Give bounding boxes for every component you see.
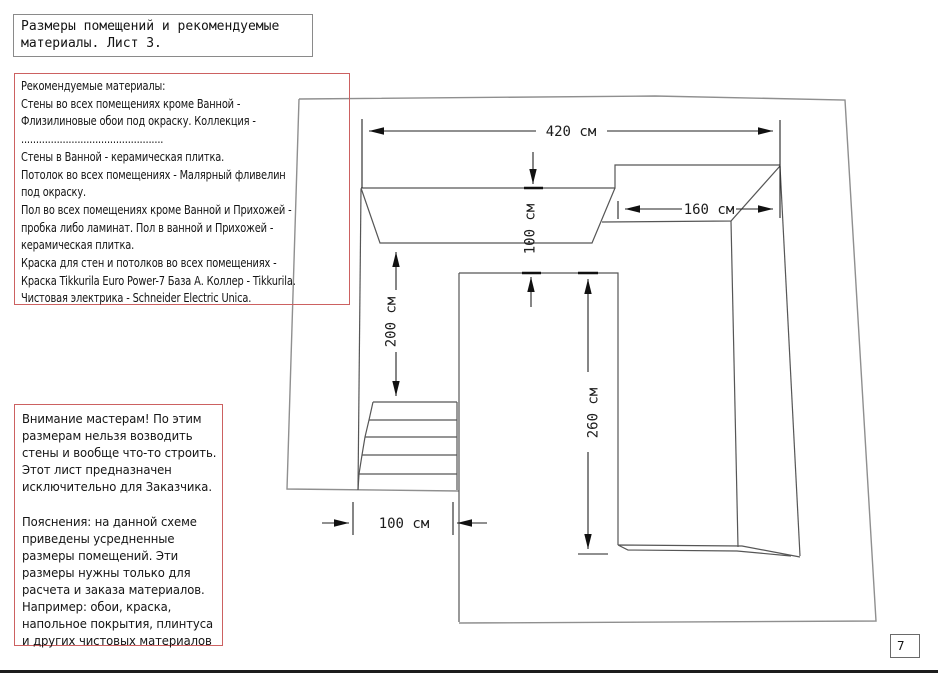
text-line: Внимание мастерам! По этим (22, 411, 202, 426)
text-line: Например: обои, краска, (22, 599, 172, 615)
text-line: под окраску. (21, 185, 86, 200)
text-line: исключительно для Заказчика. (22, 479, 212, 495)
text-line: стены и вообще что-то строить. (22, 445, 217, 461)
text-line (22, 495, 201, 512)
ceiling-top-edge (361, 165, 780, 188)
dimension-label-left-height: 200 см (383, 296, 400, 348)
ceiling-trapezoid (361, 188, 615, 243)
page-number-badge: 7 (890, 634, 920, 658)
text-line: Краска Tikkurila Euro Power-7 База А. Коллер - Tikkurila. (21, 273, 296, 288)
text-line: Этот лист предназначен (22, 462, 172, 478)
text-line: расчета и заказа материалов. (22, 581, 205, 597)
right-wall-line-1 (780, 166, 800, 556)
text-line: Флизилиновые обои под окраску. Коллекция - (21, 114, 256, 129)
text-line: Стены в Ванной - керамическая плитка. (21, 149, 225, 164)
dimension-label-room-height: 260 см (585, 387, 602, 439)
dimension-label-top-width: 420 см (545, 124, 597, 140)
text-line: Рекомендуемые материалы: (21, 79, 166, 93)
text-line: Размеры помещений и рекомендуемые (21, 19, 280, 34)
text-line: пробка либо ламинат. Пол в ванной и Прихожей - (21, 220, 274, 235)
recommended-materials-note (14, 73, 350, 305)
text-line: размерам нельзя возводить (22, 428, 193, 444)
text-line: керамическая плитка. (21, 238, 135, 253)
text-line: Пояснения: на данной схеме (22, 513, 197, 529)
text-line: и других чистовых материалов (22, 633, 212, 649)
text-line: напольное покрытия, плинтуса (22, 616, 214, 632)
right-wall-line-2 (731, 221, 738, 547)
stairs-risers (358, 402, 373, 490)
outer-contour (287, 96, 876, 623)
text-line: Стены во всех помещениях кроме Ванной - (21, 96, 241, 111)
dimension-label-right-width: 160 см (683, 202, 735, 218)
text-line: размеры нужны только для (22, 564, 191, 580)
text-line: Краска для стен и потолков во всех помещениях - (21, 256, 277, 271)
left-wall-corner (358, 189, 361, 490)
text-line: ................................................ (21, 132, 164, 147)
bottom-border-rule (0, 670, 938, 673)
floor-strip (618, 545, 800, 557)
warning-note (14, 404, 223, 649)
text-line: приведены усредненные (22, 530, 175, 546)
warning-text (22, 410, 217, 649)
text-line: размеры помещений. Эти (22, 547, 179, 563)
dimension-label-hall-depth: 100 см (522, 203, 539, 255)
text-line: материалы. Лист 3. (21, 36, 162, 51)
text-line: Чистовая электрика - Schneider Electric Unica. (21, 291, 252, 306)
text-line: Пол во всех помещениях кроме Ванной и Прихожей - (21, 202, 292, 217)
dimension-label-bottom-width: 100 см (378, 516, 430, 532)
sheet-title (13, 14, 313, 57)
stairs-treads (359, 402, 457, 490)
text-line: Потолок во всех помещениях - Малярный фливелин (21, 167, 286, 182)
recommended-materials-text (21, 78, 296, 308)
